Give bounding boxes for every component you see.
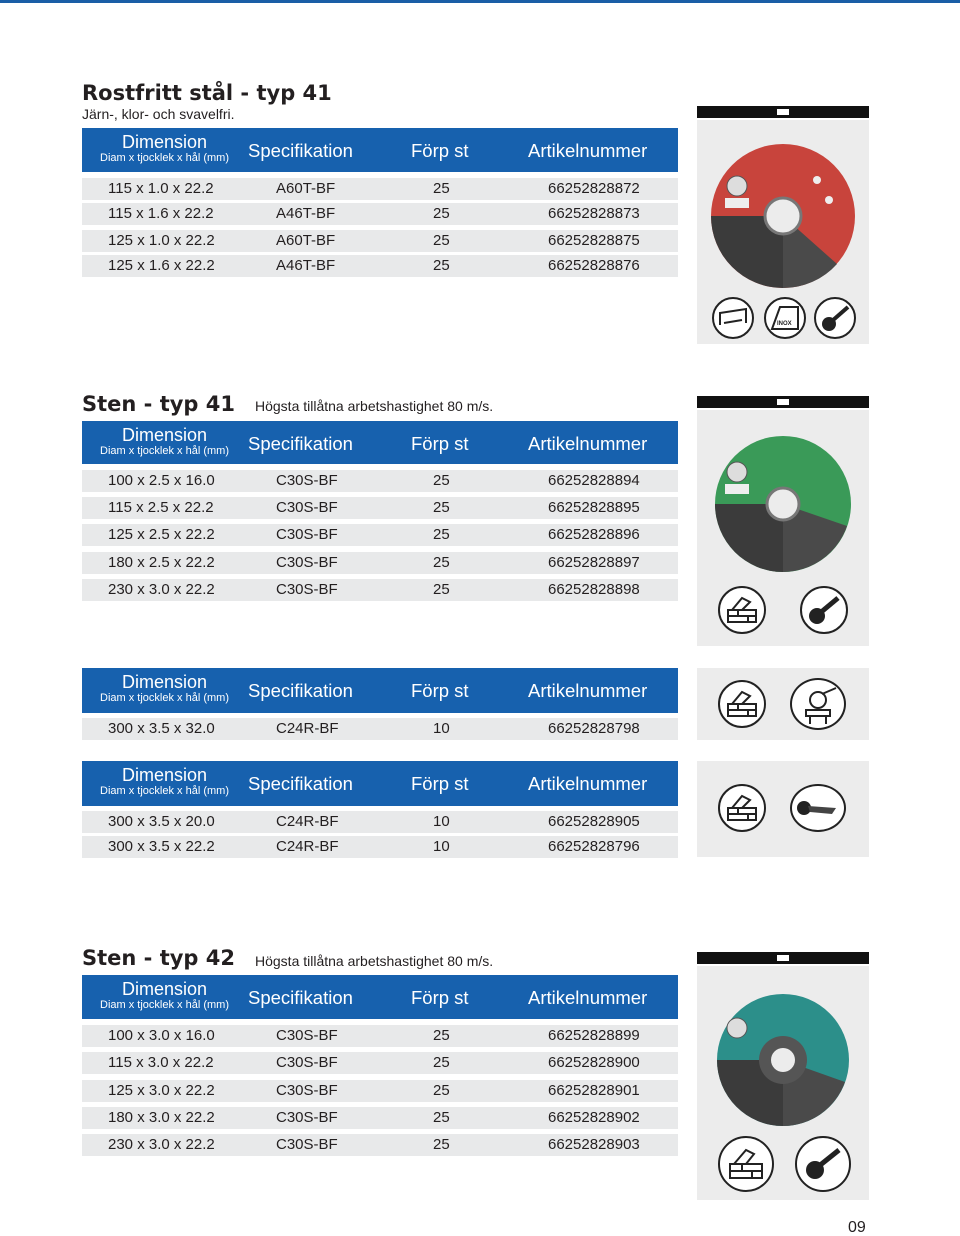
cell-specifikation: C24R-BF bbox=[276, 838, 339, 855]
cell-artikelnummer: 66252828901 bbox=[548, 1082, 640, 1099]
cell-dimension: 115 x 2.5 x 22.2 bbox=[108, 499, 214, 516]
cell-artikelnummer: 66252828896 bbox=[548, 526, 640, 543]
table-row bbox=[82, 1025, 678, 1047]
cell-specifikation: A60T-BF bbox=[276, 180, 336, 197]
cell-forp: 25 bbox=[433, 205, 450, 222]
cell-artikelnummer: 66252828898 bbox=[548, 581, 640, 598]
cell-forp: 25 bbox=[433, 554, 450, 571]
header-artikel: Artikelnummer bbox=[528, 987, 648, 1008]
header-specifikation: Specifikation bbox=[248, 773, 353, 794]
cell-artikelnummer: 66252828873 bbox=[548, 205, 640, 222]
cell-forp: 25 bbox=[433, 1136, 450, 1153]
cell-dimension: 125 x 2.5 x 22.2 bbox=[108, 526, 215, 543]
stone-bricks-icon bbox=[718, 1136, 774, 1192]
cell-forp: 25 bbox=[433, 232, 450, 249]
cell-artikelnummer: 66252828875 bbox=[548, 232, 640, 249]
header-forp: Förp st bbox=[411, 433, 469, 454]
cell-dimension: 115 x 1.6 x 22.2 bbox=[108, 205, 214, 222]
cut-off-saw-icon bbox=[790, 784, 846, 832]
top-rule bbox=[0, 0, 960, 3]
header-artikel: Artikelnummer bbox=[528, 773, 648, 794]
cell-artikelnummer: 66252828798 bbox=[548, 720, 640, 737]
metal-profile-icon bbox=[712, 297, 754, 339]
cell-forp: 25 bbox=[433, 472, 450, 489]
cell-specifikation: C30S-BF bbox=[276, 472, 338, 489]
cell-specifikation: C30S-BF bbox=[276, 1027, 338, 1044]
cell-dimension: 100 x 2.5 x 16.0 bbox=[108, 472, 215, 489]
disc-edge-bar bbox=[697, 952, 869, 964]
header-forp: Förp st bbox=[411, 773, 469, 794]
cell-forp: 25 bbox=[433, 1054, 450, 1071]
table-header bbox=[82, 761, 678, 806]
cell-specifikation: C30S-BF bbox=[276, 581, 338, 598]
cell-specifikation: C30S-BF bbox=[276, 554, 338, 571]
stone-bricks-icon bbox=[718, 586, 766, 634]
header-artikel: Artikelnummer bbox=[528, 140, 648, 161]
table-row bbox=[82, 230, 678, 252]
cell-artikelnummer: 66252828895 bbox=[548, 499, 640, 516]
cell-forp: 10 bbox=[433, 720, 450, 737]
cell-dimension: 115 x 3.0 x 22.2 bbox=[108, 1054, 214, 1071]
cell-forp: 25 bbox=[433, 1109, 450, 1126]
cell-artikelnummer: 66252828897 bbox=[548, 554, 640, 571]
cell-forp: 25 bbox=[433, 581, 450, 598]
cell-dimension: 180 x 2.5 x 22.2 bbox=[108, 554, 215, 571]
cell-dimension: 300 x 3.5 x 32.0 bbox=[108, 720, 215, 737]
cell-artikelnummer: 66252828903 bbox=[548, 1136, 640, 1153]
header-forp: Förp st bbox=[411, 987, 469, 1008]
header-specifikation: Specifikation bbox=[248, 433, 353, 454]
stationary-saw-icon bbox=[790, 678, 846, 730]
inox-sheet-icon bbox=[764, 297, 806, 339]
table-row bbox=[82, 203, 678, 225]
cell-dimension: 100 x 3.0 x 16.0 bbox=[108, 1027, 215, 1044]
table-row bbox=[82, 718, 678, 740]
cell-dimension: 180 x 3.0 x 22.2 bbox=[108, 1109, 215, 1126]
stone-bricks-icon bbox=[718, 784, 766, 832]
cell-dimension: 125 x 1.6 x 22.2 bbox=[108, 257, 215, 274]
cell-dimension: 115 x 1.0 x 22.2 bbox=[108, 180, 214, 197]
cell-specifikation: A46T-BF bbox=[276, 257, 336, 274]
cell-specifikation: A60T-BF bbox=[276, 232, 336, 249]
header-dimension: Dimension Diam x tjocklek x hål (mm) bbox=[100, 979, 229, 1011]
cell-artikelnummer: 66252828894 bbox=[548, 472, 640, 489]
section-title: Sten - typ 42 bbox=[82, 946, 235, 970]
cell-specifikation: A46T-BF bbox=[276, 205, 336, 222]
table-row bbox=[82, 579, 678, 601]
disc-edge-bar bbox=[697, 106, 869, 118]
cell-specifikation: C30S-BF bbox=[276, 499, 338, 516]
table-row bbox=[82, 1134, 678, 1156]
cell-forp: 25 bbox=[433, 499, 450, 516]
cell-forp: 25 bbox=[433, 1027, 450, 1044]
table-row bbox=[82, 524, 678, 546]
table-header bbox=[82, 668, 678, 713]
header-dimension: Dimension Diam x tjocklek x hål (mm) bbox=[100, 425, 229, 457]
cell-specifikation: C30S-BF bbox=[276, 1109, 338, 1126]
svg-text:INOX: INOX bbox=[777, 321, 792, 327]
angle-grinder-icon bbox=[800, 586, 848, 634]
table-row bbox=[82, 836, 678, 858]
section-title: Sten - typ 41 bbox=[82, 392, 235, 416]
cell-forp: 25 bbox=[433, 180, 450, 197]
table-row bbox=[82, 552, 678, 574]
angle-grinder-icon bbox=[814, 297, 856, 339]
header-specifikation: Specifikation bbox=[248, 680, 353, 701]
cell-dimension: 300 x 3.5 x 22.2 bbox=[108, 838, 215, 855]
header-dimension: Dimension Diam x tjocklek x hål (mm) bbox=[100, 672, 229, 704]
page-number: 09 bbox=[848, 1219, 866, 1236]
header-specifikation: Specifikation bbox=[248, 987, 353, 1008]
cell-specifikation: C24R-BF bbox=[276, 813, 339, 830]
cell-dimension: 230 x 3.0 x 22.2 bbox=[108, 581, 215, 598]
cell-forp: 10 bbox=[433, 838, 450, 855]
disc-edge-bar bbox=[697, 396, 869, 408]
section-note: Högsta tillåtna arbetshastighet 80 m/s. bbox=[255, 953, 494, 969]
table-row bbox=[82, 178, 678, 200]
table-row bbox=[82, 1080, 678, 1102]
teal-depressed-disc-image bbox=[697, 966, 869, 1132]
header-artikel: Artikelnummer bbox=[528, 680, 648, 701]
cell-specifikation: C30S-BF bbox=[276, 1054, 338, 1071]
table-row bbox=[82, 255, 678, 277]
table-row bbox=[82, 470, 678, 492]
table-row bbox=[82, 497, 678, 519]
header-forp: Förp st bbox=[411, 680, 469, 701]
section-note: Högsta tillåtna arbetshastighet 80 m/s. bbox=[255, 398, 494, 414]
cell-forp: 25 bbox=[433, 526, 450, 543]
cell-dimension: 125 x 3.0 x 22.2 bbox=[108, 1082, 215, 1099]
cell-forp: 25 bbox=[433, 1082, 450, 1099]
cell-artikelnummer: 66252828902 bbox=[548, 1109, 640, 1126]
cell-artikelnummer: 66252828899 bbox=[548, 1027, 640, 1044]
cell-artikelnummer: 66252828796 bbox=[548, 838, 640, 855]
green-cutting-disc-image bbox=[697, 410, 869, 580]
table-header bbox=[82, 421, 678, 464]
section-title: Rostfritt stål - typ 41 bbox=[82, 81, 332, 105]
table-header bbox=[82, 975, 678, 1019]
cell-specifikation: C30S-BF bbox=[276, 1082, 338, 1099]
cell-specifikation: C30S-BF bbox=[276, 526, 338, 543]
angle-grinder-icon bbox=[795, 1136, 851, 1192]
cell-artikelnummer: 66252828905 bbox=[548, 813, 640, 830]
table-row bbox=[82, 1052, 678, 1074]
stone-bricks-icon bbox=[718, 680, 766, 728]
cell-artikelnummer: 66252828900 bbox=[548, 1054, 640, 1071]
cell-forp: 10 bbox=[433, 813, 450, 830]
cell-artikelnummer: 66252828876 bbox=[548, 257, 640, 274]
header-forp: Förp st bbox=[411, 140, 469, 161]
cell-dimension: 300 x 3.5 x 20.0 bbox=[108, 813, 215, 830]
table-row bbox=[82, 811, 678, 833]
cell-specifikation: C30S-BF bbox=[276, 1136, 338, 1153]
cell-forp: 25 bbox=[433, 257, 450, 274]
header-dimension: Dimension Diam x tjocklek x hål (mm) bbox=[100, 765, 229, 797]
table-row bbox=[82, 1107, 678, 1129]
cell-specifikation: C24R-BF bbox=[276, 720, 339, 737]
table-header bbox=[82, 128, 678, 172]
header-dimension: Dimension Diam x tjocklek x hål (mm) bbox=[100, 132, 229, 164]
cell-dimension: 230 x 3.0 x 22.2 bbox=[108, 1136, 215, 1153]
header-artikel: Artikelnummer bbox=[528, 433, 648, 454]
section-subtitle: Järn-, klor- och svavelfri. bbox=[82, 106, 235, 122]
cell-dimension: 125 x 1.0 x 22.2 bbox=[108, 232, 215, 249]
cell-artikelnummer: 66252828872 bbox=[548, 180, 640, 197]
header-specifikation: Specifikation bbox=[248, 140, 353, 161]
